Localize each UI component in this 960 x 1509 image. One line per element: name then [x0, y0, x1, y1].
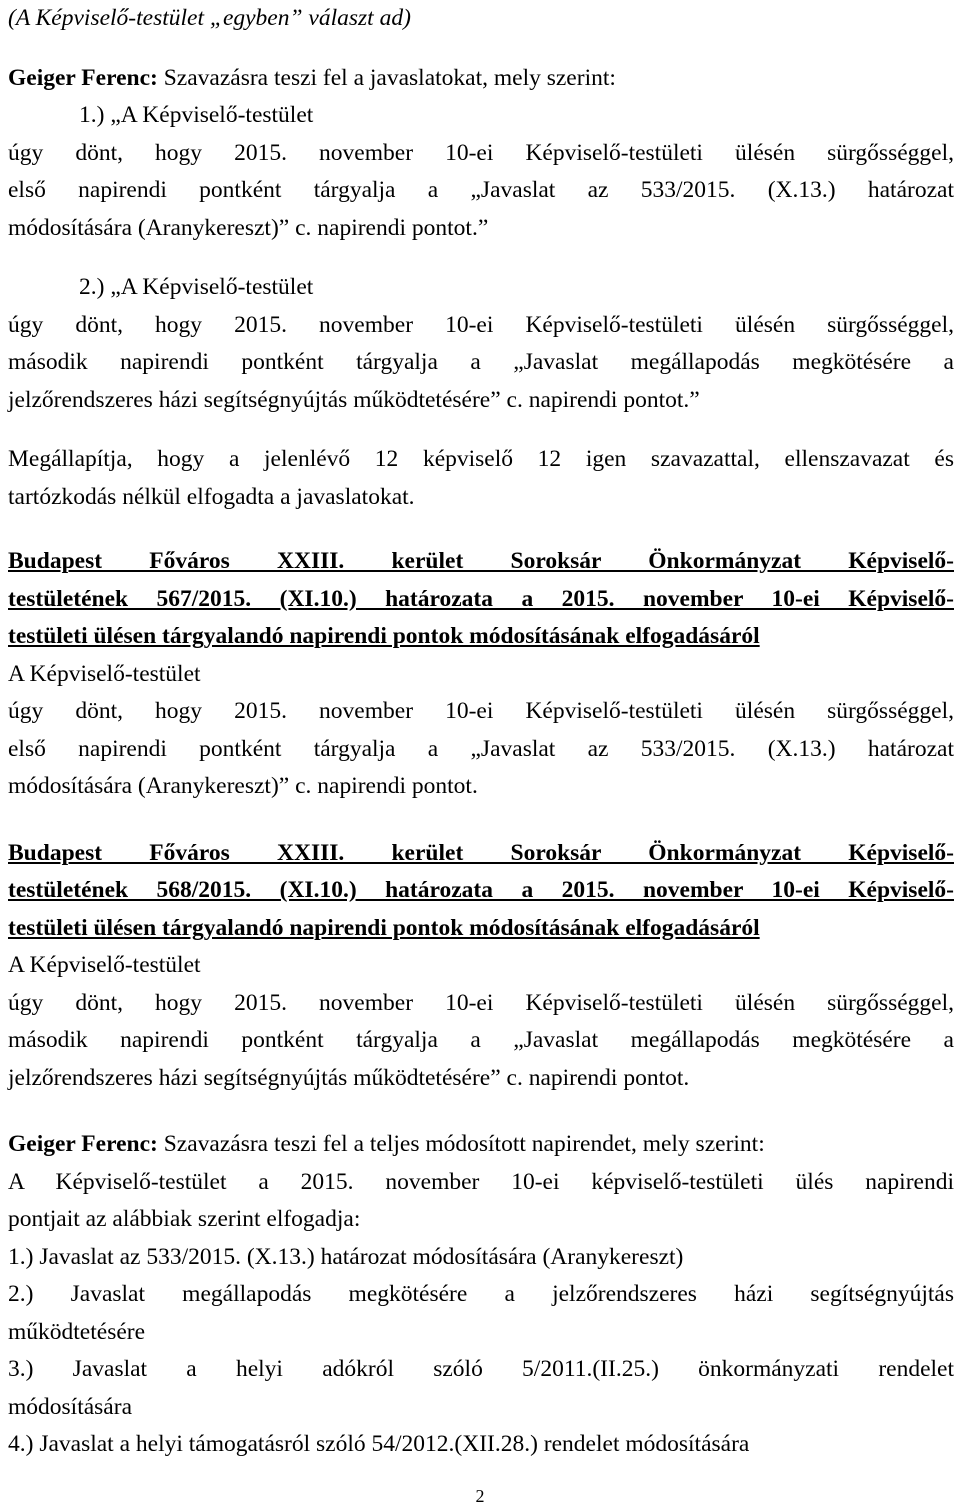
speaker-name: Geiger Ferenc:: [8, 1131, 158, 1157]
speaker-name: Geiger Ferenc:: [8, 64, 158, 91]
spacer: [8, 516, 954, 543]
resolution-body-line: módosítására (Aranykereszt)” c. napirendi pontot.: [8, 773, 478, 799]
page-number: 2: [475, 1486, 485, 1506]
result-line: Megállapítja, hogy a jelenlévő 12 képviselő 12 igen szavazattal, ellenszavazat és: [8, 446, 954, 472]
resolution-title-line: testületének 567/2015. (XI.10.) határozata a 2015. november 10-ei Képviselő-: [8, 585, 954, 612]
proposal-line: jelzőrendszeres házi segítségnyújtás működtetésére” c. napirendi pontot.”: [8, 386, 700, 413]
agenda-item: 3.) Javaslat a helyi adókról szóló 5/2011.(II.25.) önkormányzati rendelet: [8, 1356, 954, 1382]
resolution-title-line: testületi ülésen tárgyalandó napirendi pontok módosításának elfogadásáról: [8, 914, 760, 941]
proposal-line: úgy dönt, hogy 2015. november 10-ei Képviselő-testületi ülésén sürgősséggel,: [8, 139, 954, 166]
vote-intro-line: [8, 60, 954, 98]
resolution-body-line: második napirendi pontként tárgyalja a „Javaslat megállapodás megkötésére a: [8, 1027, 954, 1053]
resolution-body-line: jelzőrendszeres házi segítségnyújtás működtetésére” c. napirendi pontot.: [8, 1064, 690, 1091]
agenda-intro-line: A Képviselő-testület a 2015. november 10-ei képviselő-testületi ülés napirendi: [8, 1168, 954, 1195]
spacer: [8, 419, 954, 441]
result-line: tartózkodás nélkül elfogadta a javaslatokat.: [8, 483, 415, 510]
vote-intro-line: [8, 1126, 954, 1164]
agenda-item: 4.) Javaslat a helyi támogatásról szóló 54/2012.(XII.28.) rendelet módosítására: [8, 1431, 750, 1457]
vote-intro-text: Szavazásra teszi fel a teljes módosított napirendet, mely szerint:: [157, 1131, 765, 1157]
agenda-item: 1.) Javaslat az 533/2015. (X.13.) határozat módosítására (Aranykereszt): [8, 1243, 684, 1270]
proposal-line: második napirendi pontként tárgyalja a „Javaslat megállapodás megkötésére a: [8, 349, 954, 375]
vote-paragraph-1: [8, 60, 954, 517]
proposal-line: módosítására (Aranykereszt)” c. napirendi pontot.”: [8, 214, 489, 241]
agenda-intro-line: pontjait az alábbiak szerint elfogadja:: [8, 1206, 361, 1232]
resolution-body-line: úgy dönt, hogy 2015. november 10-ei Képviselő-testületi ülésén sürgősséggel,: [8, 698, 954, 724]
resolution-567: [8, 543, 954, 806]
vote-paragraph-2: [8, 1126, 954, 1464]
resolution-body-line: A Képviselő-testület: [8, 660, 201, 687]
proposal-line: úgy dönt, hogy 2015. november 10-ei Képviselő-testületi ülésén sürgősséggel,: [8, 311, 954, 338]
agenda-item-continued: módosítására: [8, 1393, 132, 1420]
resolution-title-line: Budapest Főváros XXIII. kerület Soroksár Önkormányzat Képviselő-: [8, 839, 954, 866]
agenda-item-continued: működtetésére: [8, 1318, 146, 1345]
document-page: [8, 0, 954, 1464]
resolution-body-line: úgy dönt, hogy 2015. november 10-ei Képviselő-testületi ülésén sürgősséggel,: [8, 989, 954, 1016]
resolution-568: [8, 835, 954, 1098]
intro-note: (A Képviselő-testület „egyben” választ ad): [8, 5, 411, 31]
spacer: [8, 806, 954, 835]
resolution-title-line: testületének 568/2015. (XI.10.) határozata a 2015. november 10-ei Képviselő-: [8, 877, 954, 903]
resolution-title-line: Budapest Főváros XXIII. kerület Soroksár Önkormányzat Képviselő-: [8, 548, 954, 574]
spacer: [8, 1097, 954, 1126]
proposal-heading: 2.) „A Képviselő-testület: [79, 274, 314, 300]
spacer: [8, 38, 954, 60]
resolution-title-line: testületi ülésen tárgyalandó napirendi pontok módosításának elfogadásáról: [8, 623, 760, 649]
agenda-item: 2.) Javaslat megállapodás megkötésére a jelzőrendszeres házi segítségnyújtás: [8, 1281, 954, 1307]
proposal-heading: 1.) „A Képviselő-testület: [79, 102, 314, 128]
resolution-body-line: A Képviselő-testület: [8, 952, 201, 978]
vote-intro-text: Szavazásra teszi fel a javaslatokat, mely szerint:: [157, 64, 616, 91]
proposal-line: első napirendi pontként tárgyalja a „Javaslat az 533/2015. (X.13.) határozat: [8, 177, 954, 203]
resolution-body-line: első napirendi pontként tárgyalja a „Javaslat az 533/2015. (X.13.) határozat: [8, 735, 954, 762]
spacer: [8, 247, 954, 269]
